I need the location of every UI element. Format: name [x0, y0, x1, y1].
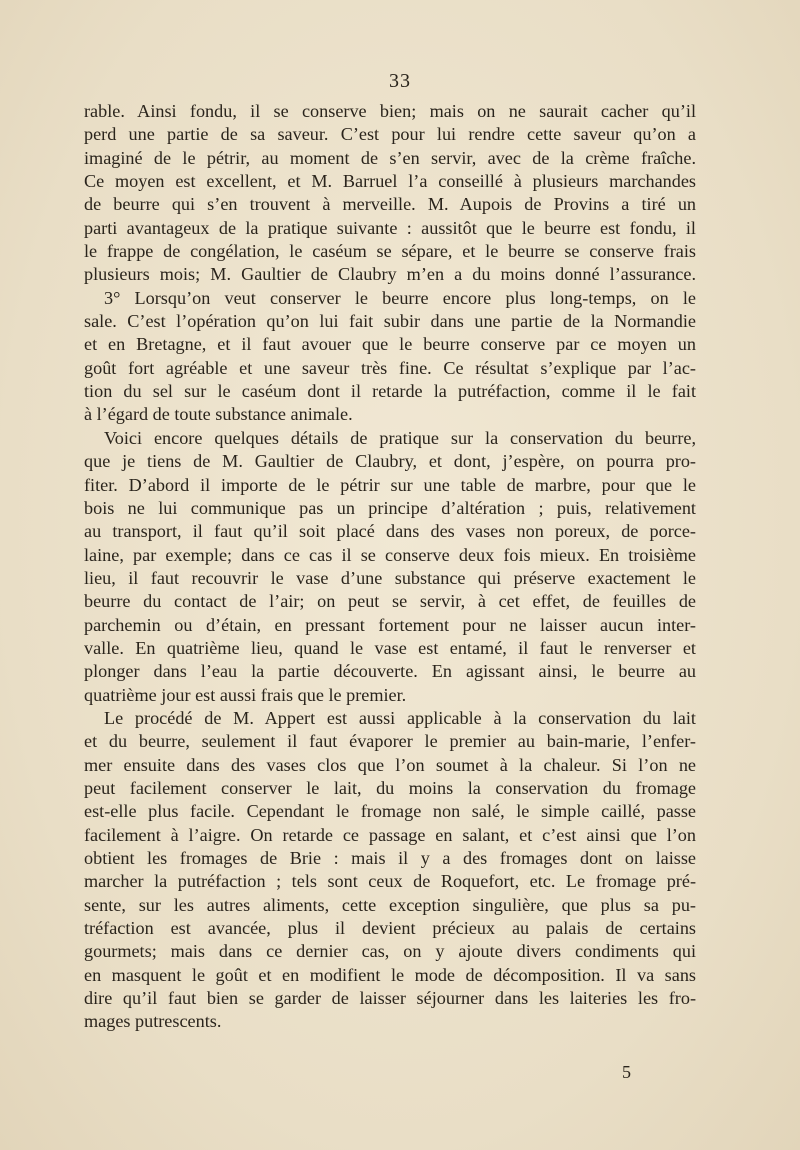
text-line: tion du sel sur le caséum dont il retarde la putréfaction, comme il le fait [84, 381, 696, 402]
text-line: peut facilement conserver le lait, du moins la conservation du fromage [84, 777, 696, 798]
text-line: à l’égard de toute substance animale. [84, 404, 353, 425]
text-line: plusieurs mois; M. Gaultier de Claubry m’en a du moins donné l’assurance. [84, 264, 696, 285]
text-line: parti avantageux de la pratique suivante : aussitôt que le beurre est fondu, il [84, 217, 696, 238]
text-line: parchemin ou d’étain, en pressant fortement pour ne laisser aucun inter- [84, 614, 696, 635]
text-line: Le procédé de M. Appert est aussi applicable à la conservation du lait [104, 707, 696, 728]
body-text [84, 100, 696, 1034]
text-line: fiter. D’abord il importe de le pétrir sur une table de marbre, pour que le [84, 474, 696, 495]
text-line: le frappe de congélation, le caséum se sépare, et le beurre se conserve frais [84, 241, 696, 262]
text-line: et en Bretagne, et il faut avouer que le beurre conserve par ce moyen un [84, 334, 696, 355]
text-line: obtient les fromages de Brie : mais il y a des fromages dont on laisse [84, 848, 696, 868]
text-line: bois ne lui communique pas un principe d’altération ; puis, relativement [84, 497, 696, 518]
text-line: plonger dans l’eau la partie découverte. En agissant ainsi, le beurre au [84, 661, 696, 682]
text-line: que je tiens de M. Gaultier de Claubry, et dont, j’espère, on pourra pro- [84, 451, 696, 472]
text-line: laine, par exemple; dans ce cas il se conserve deux fois mieux. En troisième [84, 544, 696, 565]
text-line: dire qu’il faut bien se garder de laisser séjourner dans les laiteries les fro- [84, 988, 696, 1009]
text-line: sale. C’est l’opération qu’on lui fait subir dans une partie de la Normandie [84, 311, 696, 332]
text-line: sente, sur les autres aliments, cette exception singulière, que plus sa pu- [84, 894, 696, 915]
text-line: de beurre qui s’en trouvent à merveille. M. Aupois de Provins a tiré un [84, 194, 696, 215]
text-line: imaginé de le pétrir, au moment de s’en servir, avec de la crème fraîche. [84, 147, 696, 168]
text-line: mages putrescents. [84, 1011, 222, 1032]
text-line: gourmets; mais dans ce dernier cas, on y ajoute divers condiments qui [84, 941, 696, 962]
text-line: facilement à l’aigre. On retarde ce passage en salant, et c’est ainsi que l’on [84, 824, 696, 845]
text-line: quatrième jour est aussi frais que le premier. [84, 684, 407, 705]
text-line: beurre du contact de l’air; on peut se servir, à cet effet, de feuilles de [84, 591, 696, 612]
text-line: goût fort agréable et une saveur très fine. Ce résultat s’explique par l’ac- [84, 357, 696, 378]
text-line: mer ensuite dans des vases clos que l’on soumet à la chaleur. Si l’on ne [84, 754, 696, 775]
text-line: 3° Lorsqu’on veut conserver le beurre encore plus long-temps, on le [104, 287, 696, 308]
page-number: 33 [389, 70, 411, 92]
text-line: et du beurre, seulement il faut évaporer le premier au bain-marie, l’enfer- [84, 731, 696, 752]
text-line: au transport, il faut qu’il soit placé dans des vases non poreux, de porce- [84, 521, 696, 542]
text-line: rable. Ainsi fondu, il se conserve bien; mais on ne saurait cacher qu’il [84, 101, 696, 121]
text-line: est-elle plus facile. Cependant le fromage non salé, le simple caillé, passe [84, 801, 696, 822]
text-line: Ce moyen est excellent, et M. Barruel l’a conseillé à plusieurs marchandes [84, 171, 696, 192]
text-line: Voici encore quelques détails de pratique sur la conservation du beurre, [104, 427, 696, 448]
text-line: marcher la putréfaction ; tels sont ceux de Roquefort, etc. Le fromage pré- [84, 871, 696, 892]
text-line: lieu, il faut recouvrir le vase d’une substance qui préserve exactement le [84, 567, 696, 588]
signature-mark: 5 [622, 1062, 631, 1082]
text-line: en masquent le goût et en modifient le mode de décomposition. Il va sans [84, 964, 696, 985]
text-line: perd une partie de sa saveur. C’est pour lui rendre cette saveur qu’on a [84, 124, 696, 145]
text-line: tréfaction est avancée, plus il devient précieux au palais de certains [84, 918, 696, 939]
text-line: valle. En quatrième lieu, quand le vase est entamé, il faut le renverser et [84, 637, 696, 658]
